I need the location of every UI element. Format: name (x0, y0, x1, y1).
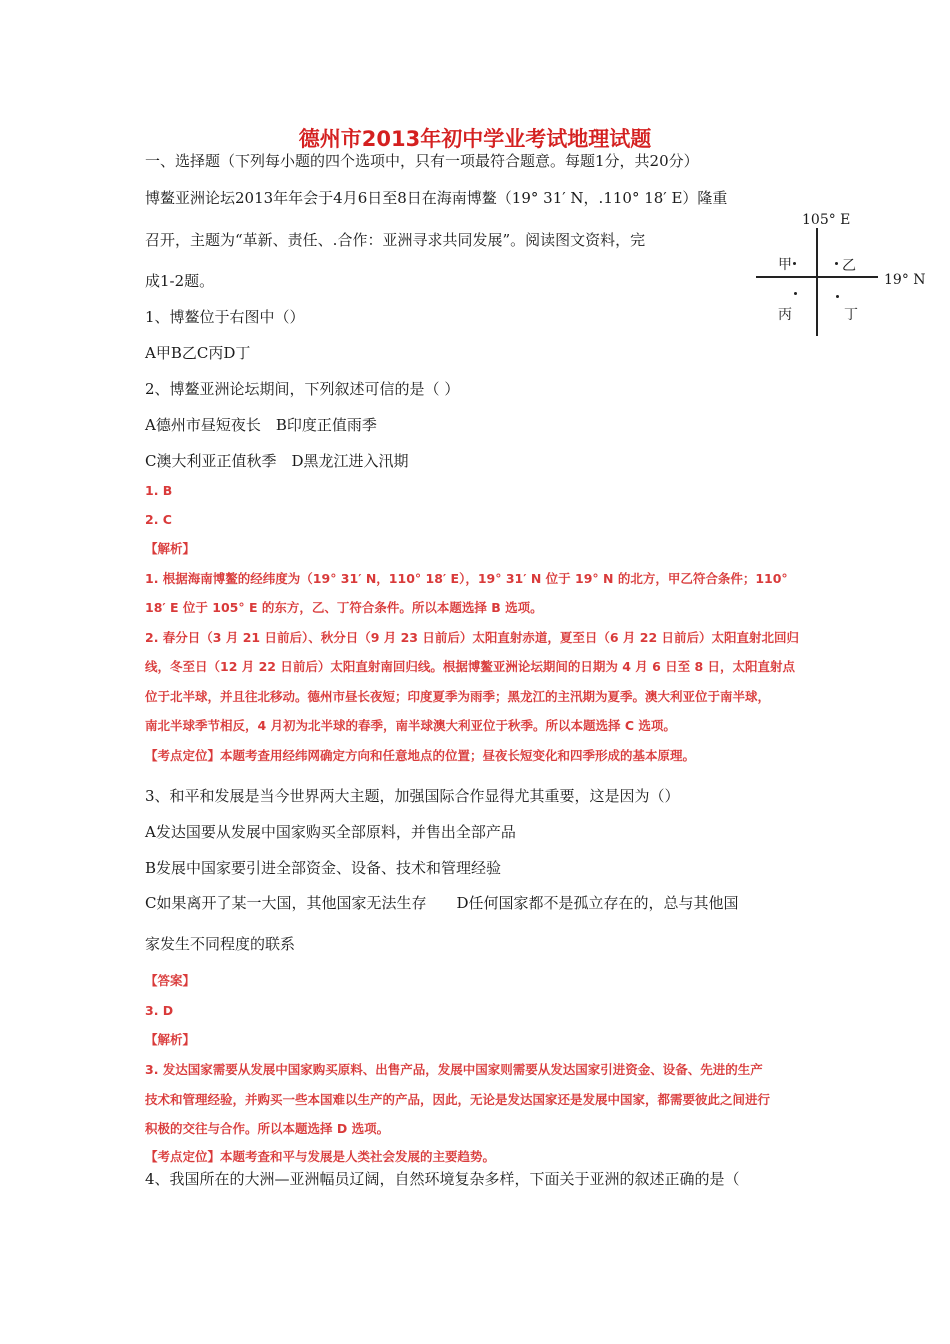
parallel-line (756, 276, 878, 278)
knowledge-point: 【考点定位】本题考查用经纬网确定方向和任意地点的位置；昼夜长短变化和四季形成的基本原理。 (145, 748, 696, 763)
explanation-line: 18′ E 位于 105° E 的东方，乙、丁符合条件。所以本题选择 B 选项。 (145, 600, 543, 615)
explanation-line: 技术和管理经验，并购买一些本国难以生产的产品，因此，无论是发达国家还是发展中国家，都需要彼此之间进行 (145, 1092, 771, 1107)
knowledge-point: 【考点定位】本题考查和平与发展是人类社会发展的主要趋势。 (145, 1149, 496, 1164)
section-heading: 一、选择题（下列每小题的四个选项中，只有一项最符合题意。每题1分，共20分） (145, 152, 699, 170)
question-3-option-b: B发展中国家要引进全部资金、设备、技术和管理经验 (145, 859, 502, 877)
explanation-line: 积极的交往与合作。所以本题选择 D 选项。 (145, 1121, 390, 1136)
point-jia-dot (793, 262, 796, 265)
point-jia-label: 甲 (778, 257, 792, 273)
answer-1: 1. B (145, 483, 173, 498)
explanation-line: 南北半球季节相反，4 月初为北半球的春季，南半球澳大利亚位于秋季。所以本题选择 C 选项。 (145, 718, 676, 733)
point-yi-dot (835, 262, 838, 265)
answer-2: 2. C (145, 512, 172, 527)
question-1-stem: 1、博鳌位于右图中（） (145, 308, 305, 326)
explanation-line: 1. 根据海南博鳌的经纬度为（19° 31′ N，110° 18′ E），19° 31′ N 位于 19° N 的北方，甲乙符合条件；110° (145, 571, 788, 586)
question-2-options-ab: A德州市昼短夜长 B印度正值雨季 (145, 416, 377, 434)
explanation-line: 2. 春分日（3 月 21 日前后）、秋分日（9 月 23 日前后）太阳直射赤道，夏至日（6 月 22 日前后）太阳直射北回归 (145, 630, 799, 645)
question-3-option-cd-cont: 家发生不同程度的联系 (145, 935, 296, 953)
question-4-stem: 4、我国所在的大洲—亚洲幅员辽阔，自然环境复杂多样，下面关于亚洲的叙述正确的是（ (145, 1170, 740, 1188)
question-3-option-a: A发达国要从发展中国家购买全部原料，并售出全部产品 (145, 823, 516, 841)
question-1-options: A甲B乙C丙D丁 (145, 344, 251, 362)
explanation-line: 3. 发达国家需要从发展中国家购买原料、出售产品，发展中国家则需要从发达国家引进资金、设备、先进的生产 (145, 1062, 763, 1077)
explanation-line: 线，冬至日（12 月 22 日前后）太阳直射南回归线。根据博鳌亚洲论坛期间的日期为 4 月 6 日至 8 日，太阳直射点 (145, 659, 796, 674)
point-yi-label: 乙 (842, 258, 856, 274)
intro-line-2: 召开，主题为“革新、责任、.合作：亚洲寻求共同发展”。阅读图文资料，完 (145, 231, 646, 249)
question-3-stem: 3、和平和发展是当今世界两大主题，加强国际合作显得尤其重要，这是因为（） (145, 787, 680, 805)
page-title: 德州市2013年初中学业考试地理试题 (298, 127, 652, 151)
question-2-options-cd: C澳大利亚正值秋季 D黑龙江进入汛期 (145, 452, 409, 470)
point-bing-dot (794, 292, 797, 295)
analysis-tag: 【解析】 (145, 1032, 196, 1047)
intro-line-3: 成1-2题。 (145, 272, 215, 290)
answer-3: 3. D (145, 1003, 174, 1018)
point-bing-label: 丙 (778, 307, 792, 323)
intro-line-1: 博鳌亚洲论坛2013年年会于4月6日至8日在海南博鳌（19° 31′ N，.110° 18′ E）隆重 (145, 189, 728, 207)
analysis-tag: 【解析】 (145, 541, 196, 556)
point-ding-dot (836, 295, 839, 298)
answer-tag: 【答案】 (145, 973, 196, 988)
parallel-label: 19° N (884, 272, 926, 288)
question-3-option-cd: C如果离开了某一大国，其他国家无法生存 D任何国家都不是孤立存在的，总与其他国 (145, 894, 739, 912)
question-2-stem: 2、博鳌亚洲论坛期间，下列叙述可信的是（ ） (145, 380, 460, 398)
meridian-label: 105° E (802, 212, 851, 228)
meridian-line (816, 228, 818, 336)
point-ding-label: 丁 (844, 307, 858, 323)
explanation-line: 位于北半球，并且往北移动。德州市昼长夜短；印度夏季为雨季；黑龙江的主汛期为夏季。澳大利亚位于南半球， (145, 689, 771, 704)
lat-long-diagram (756, 206, 950, 342)
